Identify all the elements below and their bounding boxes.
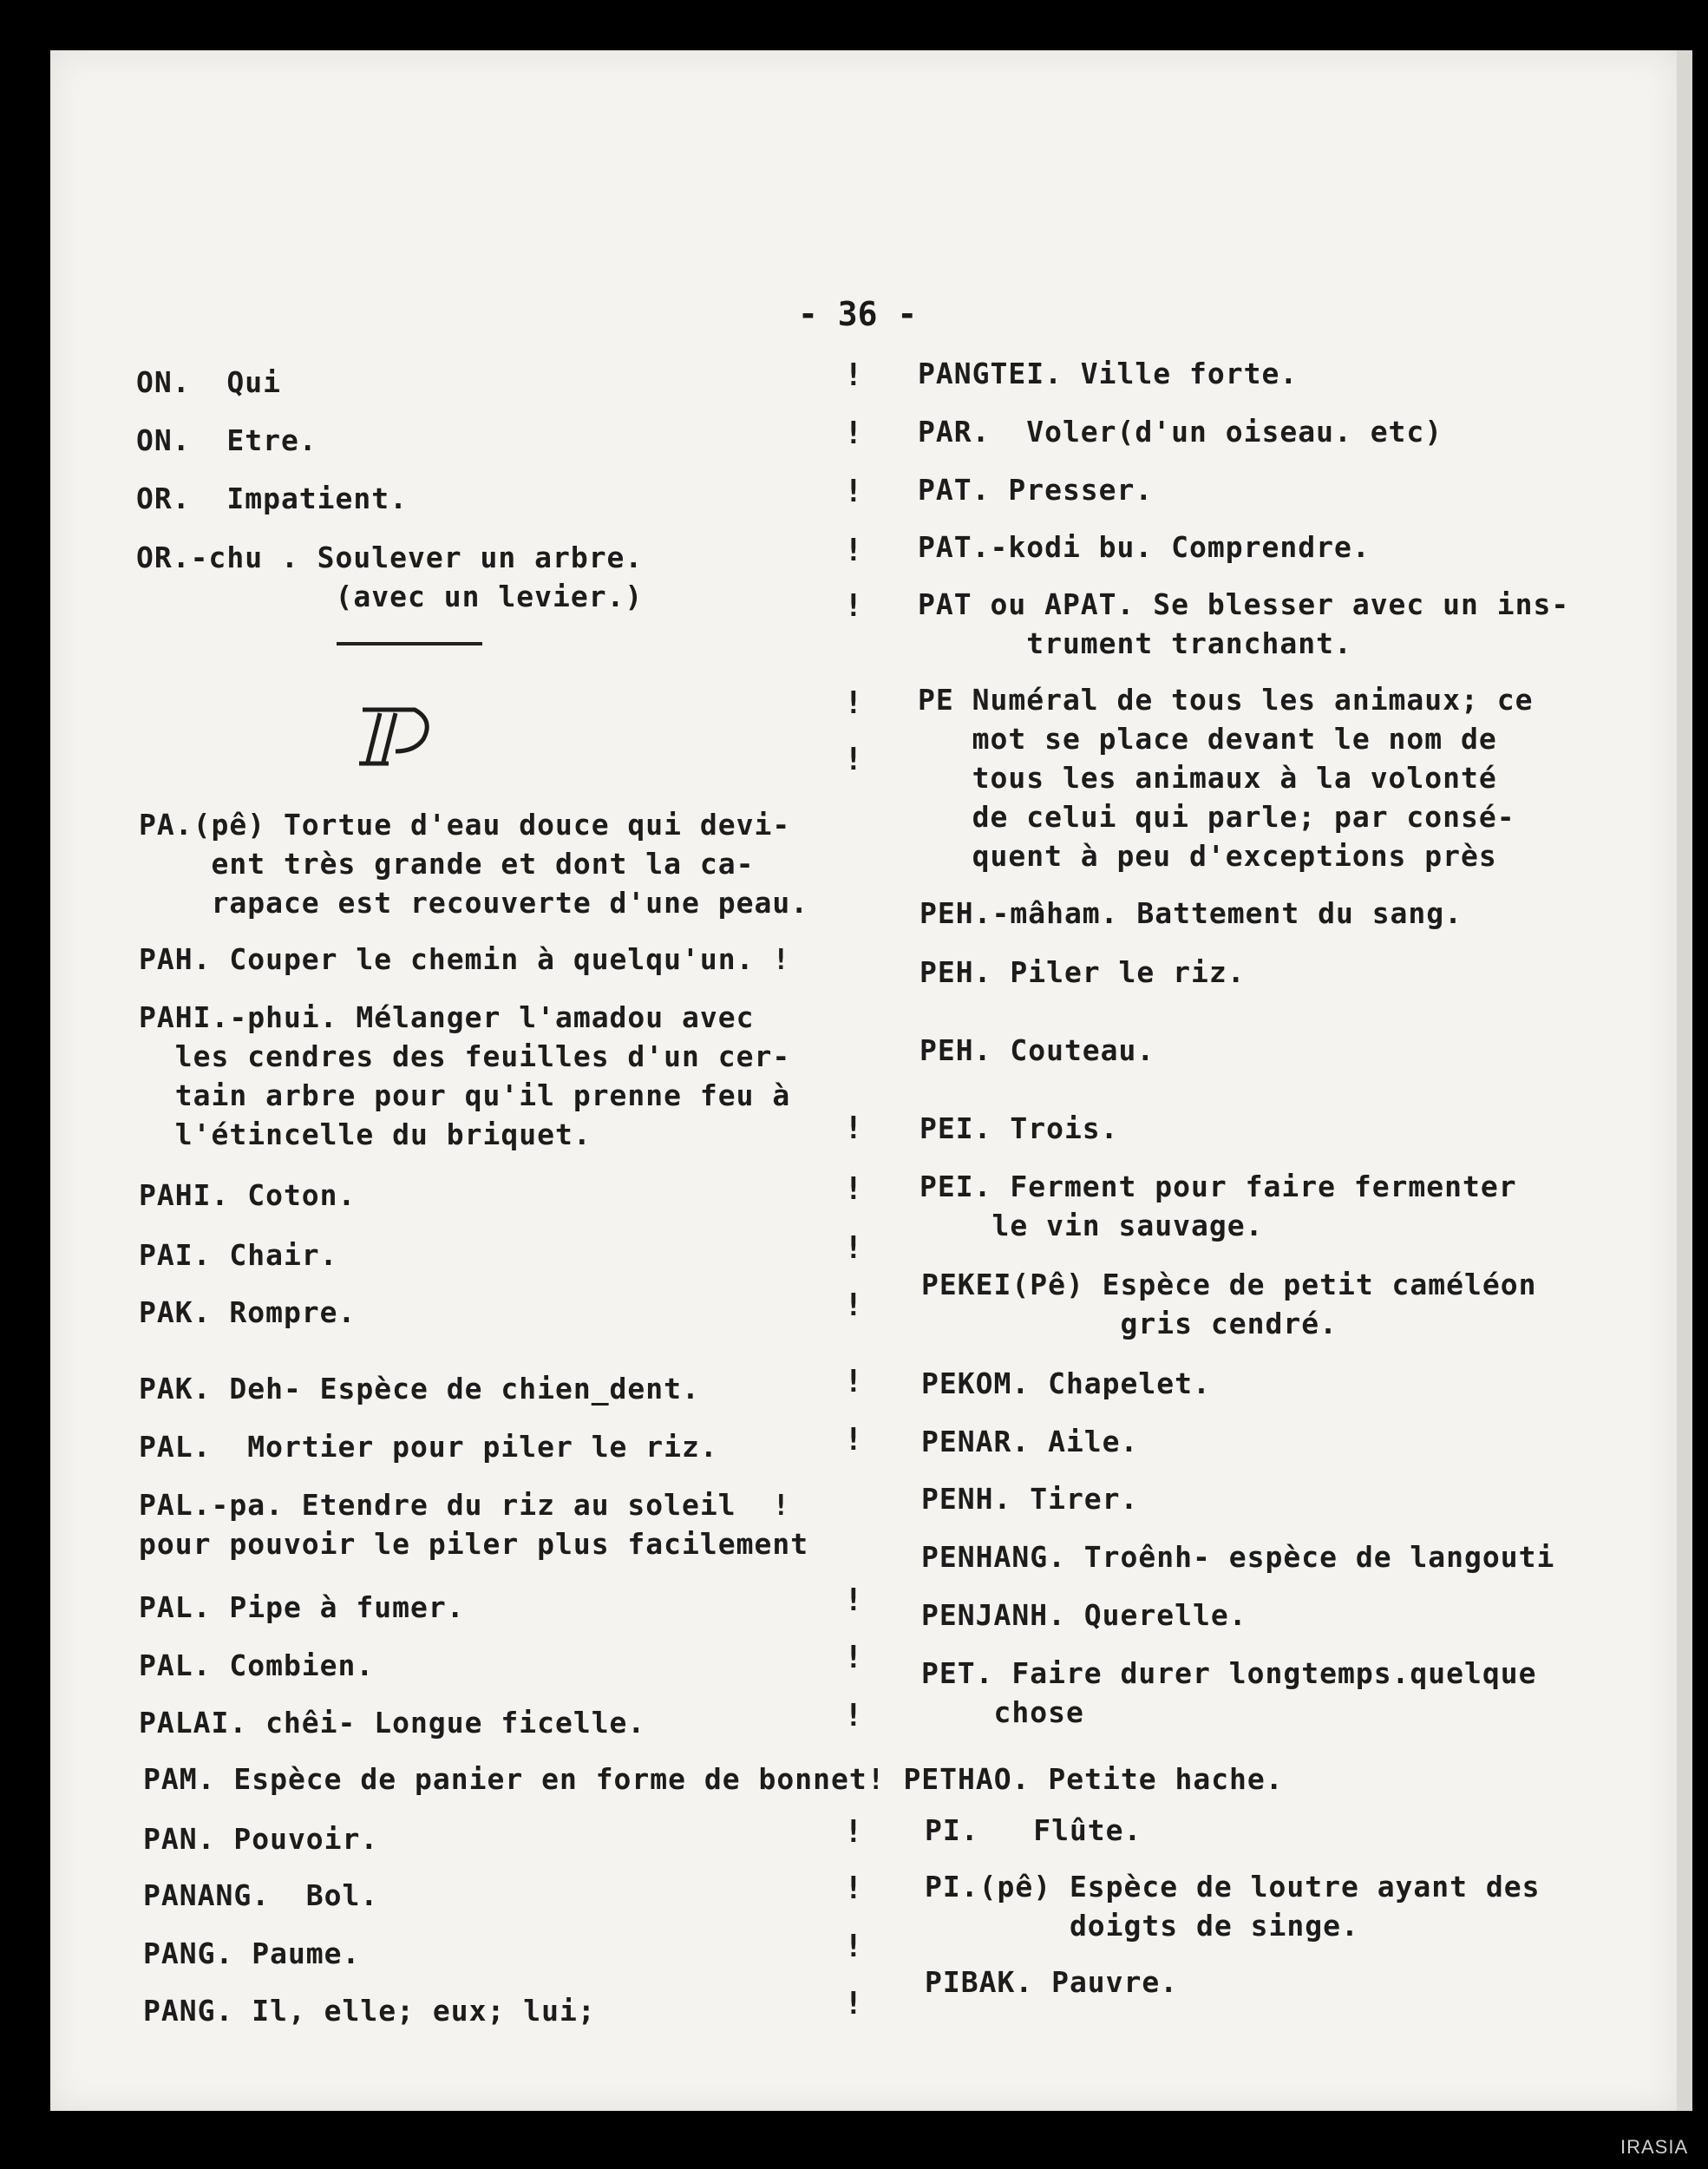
entry: PAK. Rompre.: [139, 1295, 357, 1329]
entry: PAT.-kodi bu. Comprendre.: [918, 530, 1371, 564]
page-edge: [1677, 50, 1692, 2111]
entry: PAL.-pa. Etendre du riz au soleil ! pour pouvoir le piler plus facilement: [139, 1488, 809, 1561]
separator-mark: !: [844, 1929, 863, 1964]
separator-mark: !: [844, 474, 863, 509]
entry: PEKEI(Pê) Espèce de petit caméléon gris cendré.: [921, 1268, 1537, 1340]
separator-mark: !: [844, 533, 863, 568]
separator-mark: !: [844, 1583, 863, 1618]
entry: PANG. Paume.: [143, 1936, 361, 1970]
separator-mark: !: [844, 416, 863, 451]
entry: PEH.-mâham. Battement du sang.: [919, 896, 1463, 930]
entry: PI.(pê) Espèce de loutre ayant des doigts de singe.: [925, 1870, 1541, 1943]
entry: PAH. Couper le chemin à quelqu'un. !: [139, 942, 791, 976]
entry: PEI. Ferment pour faire fermenter le vin sauvage.: [919, 1170, 1517, 1242]
entry: PAHI. Coton.: [139, 1178, 357, 1212]
entry: PANGTEI. Ville forte.: [918, 357, 1299, 390]
archive-watermark: IRASIA: [1620, 2136, 1689, 2158]
entry: PENJANH. Querelle.: [921, 1598, 1247, 1632]
entry: PIBAK. Pauvre.: [925, 1965, 1179, 1999]
entry: PAI. Chair.: [139, 1238, 338, 1272]
entry: PE Numéral de tous les animaux; ce mot se place devant le nom de tous les animaux à la volonté de celui qui parle; par consé- quent à peu d'exceptions près: [918, 683, 1534, 873]
entry: PAK. Deh- Espèce de chien_dent.: [139, 1372, 700, 1406]
entry: PANANG. Bol.: [143, 1878, 379, 1912]
separator-mark: !: [844, 1171, 863, 1207]
entry: ON. Qui: [136, 365, 281, 399]
entry: PANG. Il, elle; eux; lui;: [143, 1994, 596, 2028]
entry: PENH. Tirer.: [921, 1482, 1139, 1516]
separator-mark: !: [844, 1288, 863, 1323]
separator-mark: !: [844, 1871, 863, 1906]
entry-spanning: PAM. Espèce de panier en forme de bonnet! PETHAO. Petite hache.: [143, 1762, 1284, 1796]
typewritten-page: [50, 50, 1677, 2111]
entry: PENAR. Aile.: [921, 1425, 1139, 1458]
separator-mark: !: [844, 357, 863, 393]
entry: PAT. Presser.: [918, 473, 1154, 507]
separator-mark: !: [844, 1230, 863, 1266]
entry: PEI. Trois.: [919, 1111, 1119, 1145]
separator-mark: !: [844, 1698, 863, 1733]
entry: PAL. Pipe à fumer.: [139, 1590, 465, 1624]
separator-mark: !: [844, 588, 863, 624]
separator-mark: !: [844, 742, 863, 777]
entry: PALAI. chêi- Longue ficelle.: [139, 1706, 646, 1740]
entry: PAT ou APAT. Se blesser avec un ins- trument tranchant.: [918, 587, 1570, 660]
separator-mark: !: [844, 1814, 863, 1850]
entry: PAL. Mortier pour piler le riz.: [139, 1430, 718, 1464]
entry: PEKOM. Chapelet.: [921, 1366, 1211, 1400]
entry: OR. Impatient.: [136, 482, 409, 515]
page-number: - 36 -: [798, 295, 918, 333]
entry: PAN. Pouvoir.: [143, 1822, 379, 1856]
separator-mark: !: [844, 1986, 863, 2022]
entry: PAHI.-phui. Mélanger l'amadou avec les cendres des feuilles d'un cer- tain arbre pour qu'il prenne feu à l'étincelle du briquet.: [139, 1000, 791, 1151]
entry: PAR. Voler(d'un oiseau. etc): [918, 415, 1443, 449]
entry: OR.-chu . Soulever un arbre. (avec un levier.): [136, 541, 644, 613]
entry: PEH. Couteau.: [919, 1033, 1155, 1067]
entry: PI. Flûte.: [925, 1813, 1142, 1847]
entry: PET. Faire durer longtemps.quelque chose: [921, 1656, 1537, 1729]
entry: PA.(pê) Tortue d'eau douce qui devi- ent très grande et dont la ca- rapace est recouverte d'une peau.: [139, 808, 809, 920]
entry: PAL. Combien.: [139, 1648, 375, 1682]
separator-mark: !: [844, 685, 863, 721]
separator-mark: !: [844, 1422, 863, 1458]
entry: PENHANG. Troênh- espèce de langouti: [921, 1540, 1555, 1574]
entry: PEH. Piler le riz.: [919, 955, 1246, 989]
separator-mark: !: [844, 1364, 863, 1399]
separator-mark: !: [844, 1111, 863, 1146]
entry: ON. Etre.: [136, 423, 317, 457]
separator-mark: !: [844, 1640, 863, 1675]
